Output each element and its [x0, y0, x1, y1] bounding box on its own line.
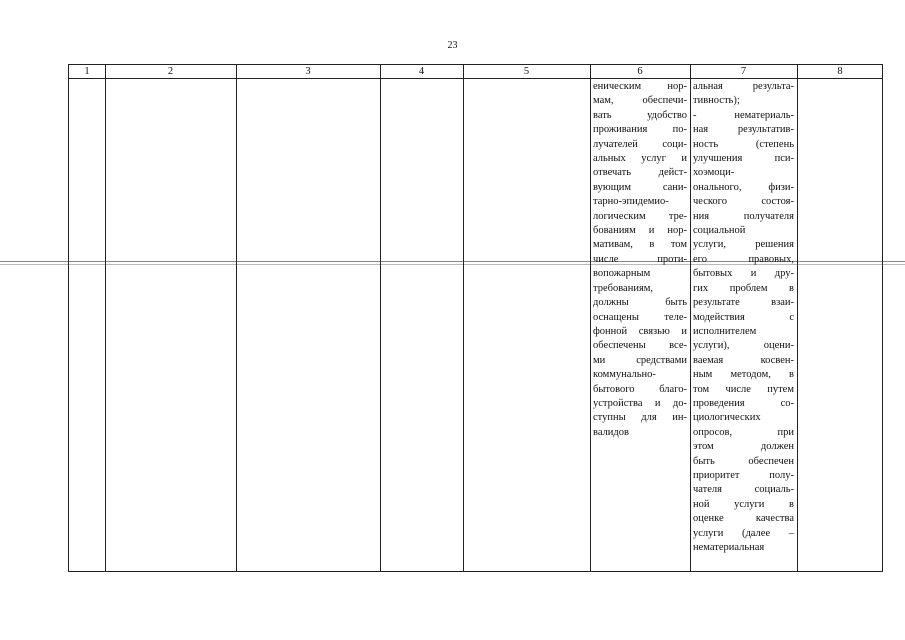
column-header-6: 6: [637, 66, 643, 77]
text-line: отвечать дейст-: [593, 167, 687, 179]
text-line: валидов: [593, 426, 629, 438]
table-header-row: [69, 65, 882, 79]
text-line: опросов, при: [693, 426, 794, 438]
column-6-text: [593, 80, 687, 440]
text-line: альная результа-: [693, 81, 794, 92]
text-line: логическим тре-: [593, 210, 687, 222]
text-line: оснащены теле-: [593, 311, 687, 323]
column-header-4: 4: [418, 66, 425, 77]
column-divider: [463, 65, 464, 571]
text-line: ми средствами: [593, 354, 687, 366]
column-header-1: 1: [84, 66, 90, 77]
text-line: этом должен: [693, 441, 794, 453]
text-line: ваемая косвен-: [693, 354, 794, 366]
column-divider: [236, 65, 237, 571]
text-line: приоритет полу-: [693, 469, 794, 481]
text-line: мам, обеспечи-: [593, 95, 687, 107]
text-line: онального, физи-: [693, 181, 794, 193]
column-divider: [105, 65, 106, 571]
text-line: требованиям,: [593, 282, 654, 294]
text-line: бованиям и нор-: [593, 225, 687, 237]
column-7-text: [693, 80, 794, 555]
text-line: бытового благо-: [593, 383, 687, 395]
page-number: 23: [447, 40, 458, 51]
data-table: [68, 64, 883, 572]
text-line: коммунально-: [593, 369, 656, 381]
text-line: вопожарным: [593, 268, 651, 280]
column-divider: [797, 65, 798, 571]
text-line: услуги), оцени-: [693, 340, 794, 352]
text-line: еническим нор-: [593, 81, 687, 92]
text-line: хоэмоци-: [693, 167, 735, 179]
text-line: - нематериаль-: [693, 109, 794, 121]
text-line: нематериальная: [693, 542, 765, 553]
text-line: оценке качества: [693, 513, 794, 525]
text-line: чателя социаль-: [693, 484, 794, 496]
column-header-3: 3: [305, 66, 311, 77]
text-line: устройства и до-: [593, 397, 687, 409]
column-header-5: 5: [523, 66, 530, 77]
text-line: альных услуг и: [593, 153, 687, 165]
column-divider: [690, 65, 691, 571]
text-line: обеспечены все-: [593, 340, 687, 352]
text-line: бытовых и дру-: [693, 268, 794, 280]
text-line: ния получателя: [693, 210, 794, 222]
text-line: числе проти-: [593, 253, 687, 265]
column-header-8: 8: [837, 66, 843, 77]
text-line: проведения со-: [693, 397, 794, 409]
text-line: его правовых,: [693, 253, 794, 265]
text-line: ная результатив-: [693, 124, 794, 136]
text-line: ступны для ин-: [593, 412, 687, 424]
text-line: результате взаи-: [693, 297, 794, 309]
column-header-2: 2: [167, 66, 174, 77]
text-line: исполнителем: [693, 325, 757, 337]
text-line: мативам, в том: [593, 239, 687, 251]
text-line: улучшения пси-: [693, 153, 794, 165]
column-header-7: 7: [740, 66, 747, 77]
text-line: фонной связью и: [593, 325, 687, 337]
text-line: тарно-эпидемио-: [593, 196, 669, 208]
text-line: модействия с: [693, 311, 794, 323]
text-line: социальной: [693, 225, 746, 237]
text-line: вать удобство: [593, 109, 687, 121]
text-line: гих проблем в: [693, 282, 794, 294]
text-line: ность (степень: [693, 138, 794, 150]
text-line: ческого состоя-: [693, 196, 794, 208]
text-line: вующим сани-: [593, 181, 687, 193]
text-line: тивность);: [693, 95, 740, 107]
text-line: циологических: [693, 412, 761, 424]
text-line: услуги, решения: [693, 239, 794, 251]
column-divider: [380, 65, 381, 571]
text-line: ным методом, в: [693, 369, 794, 381]
text-line: ной услуги в: [693, 498, 794, 510]
text-line: том числе путем: [693, 383, 794, 395]
text-line: лучателей соци-: [593, 138, 687, 150]
text-line: проживания по-: [593, 124, 687, 136]
text-line: быть обеспечен: [693, 455, 794, 467]
text-line: услуги (далее –: [693, 527, 794, 539]
column-divider: [590, 65, 591, 571]
text-line: должны быть: [593, 297, 687, 309]
